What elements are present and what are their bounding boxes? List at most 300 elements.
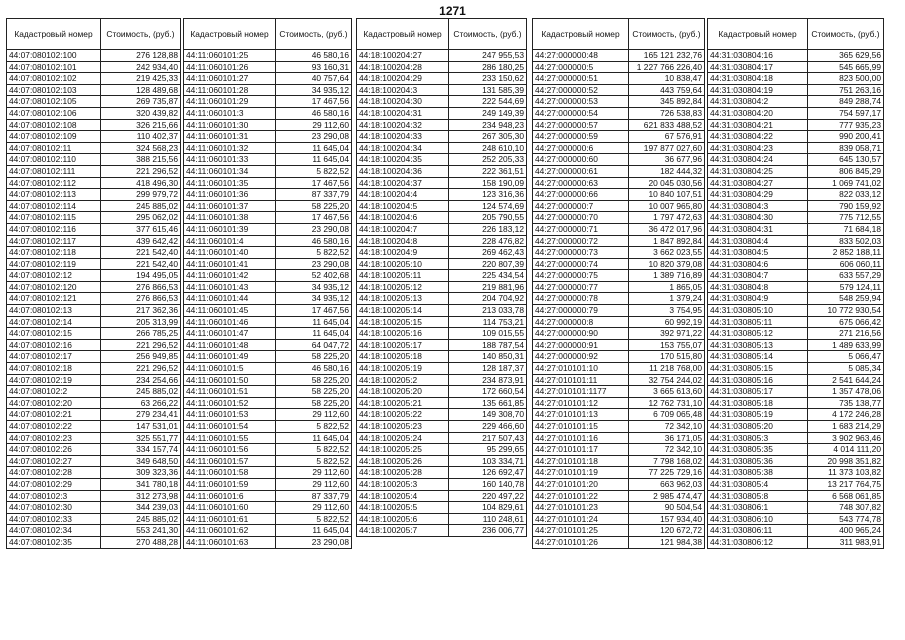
cadastral-number: 44:07:080102:3: [7, 490, 101, 502]
table-row: [533, 131, 705, 143]
cost-value: 365 629,56: [808, 50, 884, 62]
cadastral-number: 44:07:080102:35: [7, 536, 101, 548]
cost-value: 58 225,20: [276, 397, 352, 409]
cadastral-number: 44:31:030805:11: [708, 316, 808, 328]
cadastral-number: 44:11:060101:33: [184, 154, 276, 166]
table-row: [7, 328, 181, 340]
table-row: [357, 96, 527, 108]
cadastral-number: 44:31:030805:35: [708, 444, 808, 456]
cadastral-number: 44:27:000000:61: [533, 165, 629, 177]
cost-value: 170 515,80: [629, 351, 705, 363]
table-row: [708, 386, 884, 398]
cost-value: 58 225,20: [276, 351, 352, 363]
cost-value: 17 467,56: [276, 177, 352, 189]
cadastral-number: 44:31:030804:20: [708, 107, 808, 119]
cadastral-number: 44:11:060101:62: [184, 525, 276, 537]
header-cost: Стоимость, (руб.): [276, 19, 352, 50]
cadastral-number: 44:07:080102:33: [7, 513, 101, 525]
table-row: [184, 119, 352, 131]
cadastral-number: 44:18:100204:32: [357, 119, 449, 131]
cadastral-number: 44:18:100205:25: [357, 444, 449, 456]
cost-value: 93 160,31: [276, 61, 352, 73]
cost-value: 3 665 613,60: [629, 386, 705, 398]
cost-value: 11 645,04: [276, 432, 352, 444]
cadastral-number: 44:18:100205:21: [357, 397, 449, 409]
table-row: [184, 374, 352, 386]
cost-value: 46 580,16: [276, 235, 352, 247]
table-row: [357, 316, 527, 328]
cadastral-number: 44:27:010101:25: [533, 525, 629, 537]
cadastral-number: 44:27:010101:15: [533, 421, 629, 433]
header-cost: Стоимость, (руб.): [449, 19, 527, 50]
table-row: [184, 536, 352, 548]
table-row: [533, 513, 705, 525]
table-row: [357, 513, 527, 525]
cadastral-number: 44:31:030805:10: [708, 305, 808, 317]
cadastral-number: 44:11:060101:47: [184, 328, 276, 340]
cadastral-number: 44:07:080102:20: [7, 397, 101, 409]
cadastral-number: 44:11:060101:58: [184, 467, 276, 479]
cost-value: 34 935,12: [276, 281, 352, 293]
table-row: [184, 432, 352, 444]
table-row: [7, 84, 181, 96]
header-cadastral-number: Кадастровый номер: [708, 19, 808, 50]
cost-value: 5 822,52: [276, 165, 352, 177]
table-row: [7, 281, 181, 293]
cadastral-number: 44:07:080102:105: [7, 96, 101, 108]
cadastral-number: 44:18:100204:37: [357, 177, 449, 189]
cadastral-number: 44:18:100204:4: [357, 189, 449, 201]
cost-value: 324 568,23: [101, 142, 181, 154]
table-row: [533, 50, 705, 62]
cost-value: 2 852 188,11: [808, 247, 884, 259]
cost-value: 248 610,10: [449, 142, 527, 154]
table-row: [708, 363, 884, 375]
cost-value: 325 551,77: [101, 432, 181, 444]
table-row: [533, 374, 705, 386]
cost-value: 276 866,53: [101, 293, 181, 305]
cadastral-number: 44:11:060101:45: [184, 305, 276, 317]
table-row: [533, 490, 705, 502]
table-row: [184, 189, 352, 201]
cost-value: 1 389 716,89: [629, 270, 705, 282]
table-row: [184, 339, 352, 351]
cadastral-number: 44:18:100204:30: [357, 96, 449, 108]
cadastral-number: 44:07:080102:119: [7, 258, 101, 270]
cost-value: 46 580,16: [276, 50, 352, 62]
header-cadastral-number: Кадастровый номер: [357, 19, 449, 50]
cost-value: 29 112,60: [276, 467, 352, 479]
table-row: [357, 432, 527, 444]
table-row: [7, 409, 181, 421]
cadastral-number: 44:07:080102:121: [7, 293, 101, 305]
table-row: [357, 50, 527, 62]
cadastral-number: 44:07:080102:21: [7, 409, 101, 421]
cadastral-number: 44:31:030805:38: [708, 467, 808, 479]
table-row: [7, 432, 181, 444]
cadastral-number: 44:11:060101:50: [184, 374, 276, 386]
cost-value: 149 308,70: [449, 409, 527, 421]
cost-value: 11 645,04: [276, 525, 352, 537]
cost-value: 790 159,92: [808, 200, 884, 212]
cost-value: 249 149,39: [449, 107, 527, 119]
cadastral-number: 44:31:030804:6: [708, 258, 808, 270]
table-row: [7, 177, 181, 189]
cost-value: 234 254,66: [101, 374, 181, 386]
table-row: [708, 374, 884, 386]
cadastral-table-2: [183, 18, 352, 549]
cost-value: 388 215,56: [101, 154, 181, 166]
table-row: [533, 235, 705, 247]
table-row: [357, 131, 527, 143]
cadastral-number: 44:11:060101:28: [184, 84, 276, 96]
cadastral-number: 44:31:030804:3: [708, 200, 808, 212]
cost-value: 645 130,57: [808, 154, 884, 166]
cadastral-number: 44:31:030805:14: [708, 351, 808, 363]
cost-value: 345 892,84: [629, 96, 705, 108]
table-row: [7, 397, 181, 409]
cadastral-number: 44:07:080102:14: [7, 316, 101, 328]
cost-value: 121 984,38: [629, 536, 705, 548]
cost-value: 822 033,12: [808, 189, 884, 201]
cadastral-number: 44:27:000000:79: [533, 305, 629, 317]
table-row: [184, 73, 352, 85]
cost-value: 128 187,37: [449, 363, 527, 375]
table-row: [533, 409, 705, 421]
cost-value: 197 877 027,60: [629, 142, 705, 154]
table-row: [708, 84, 884, 96]
cadastral-number: 44:07:080102:19: [7, 374, 101, 386]
cadastral-number: 44:27:000000:52: [533, 84, 629, 96]
cadastral-number: 44:18:100205:2: [357, 374, 449, 386]
table-row: [184, 50, 352, 62]
cost-value: 226 183,12: [449, 223, 527, 235]
cadastral-number: 44:31:030804:31: [708, 223, 808, 235]
table-row: [708, 96, 884, 108]
cadastral-number: 44:27:010101:13: [533, 409, 629, 421]
cost-value: 10 820 379,08: [629, 258, 705, 270]
table-row: [7, 50, 181, 62]
table-row: [7, 270, 181, 282]
cost-value: 103 334,71: [449, 455, 527, 467]
table-row: [708, 189, 884, 201]
cost-value: 10 840 107,51: [629, 189, 705, 201]
cadastral-number: 44:11:060101:61: [184, 513, 276, 525]
table-row: [533, 281, 705, 293]
cadastral-number: 44:11:060101:56: [184, 444, 276, 456]
cadastral-number: 44:18:100205:10: [357, 258, 449, 270]
table-row: [708, 131, 884, 143]
cadastral-number: 44:07:080102:2: [7, 386, 101, 398]
table-row: [184, 363, 352, 375]
table-row: [357, 455, 527, 467]
cost-value: 1 489 633,99: [808, 339, 884, 351]
cost-value: 276 128,88: [101, 50, 181, 62]
table-row: [708, 328, 884, 340]
cost-value: 833 502,03: [808, 235, 884, 247]
cost-value: 217 507,43: [449, 432, 527, 444]
table-row: [708, 200, 884, 212]
table-row: [184, 131, 352, 143]
cost-value: 17 467,56: [276, 305, 352, 317]
cost-value: 754 597,17: [808, 107, 884, 119]
cadastral-number: 44:11:060101:6: [184, 490, 276, 502]
table-row: [533, 200, 705, 212]
cost-value: 219 881,96: [449, 281, 527, 293]
cost-value: 147 531,01: [101, 421, 181, 433]
table-row: [708, 409, 884, 421]
table-row: [357, 235, 527, 247]
cost-value: 3 754,95: [629, 305, 705, 317]
table-row: [7, 223, 181, 235]
cadastral-number: 44:11:060101:41: [184, 258, 276, 270]
cost-value: 140 850,31: [449, 351, 527, 363]
cost-value: 267 305,30: [449, 131, 527, 143]
table-row: [357, 421, 527, 433]
table-row: [533, 61, 705, 73]
cadastral-number: 44:27:000000:71: [533, 223, 629, 235]
cadastral-table-5: [707, 18, 884, 549]
cadastral-number: 44:18:100204:7: [357, 223, 449, 235]
cost-value: 58 225,20: [276, 374, 352, 386]
table-row: [708, 61, 884, 73]
cadastral-number: 44:31:030804:4: [708, 235, 808, 247]
cost-value: 36 472 017,96: [629, 223, 705, 235]
cadastral-number: 44:18:100205:11: [357, 270, 449, 282]
table-row: [184, 235, 352, 247]
cost-value: 17 467,56: [276, 212, 352, 224]
cost-value: 990 200,41: [808, 131, 884, 143]
cost-value: 341 780,18: [101, 478, 181, 490]
header-cost: Стоимость, (руб.): [101, 19, 181, 50]
table-row: [184, 513, 352, 525]
cost-value: 12 762 731,10: [629, 397, 705, 409]
cadastral-number: 44:11:060101:53: [184, 409, 276, 421]
cadastral-number: 44:18:100205:6: [357, 513, 449, 525]
table-row: [708, 478, 884, 490]
table-row: [533, 455, 705, 467]
table-row: [533, 421, 705, 433]
cadastral-number: 44:27:000000:6: [533, 142, 629, 154]
cost-value: 205 790,55: [449, 212, 527, 224]
cadastral-number: 44:27:000000:5: [533, 61, 629, 73]
cadastral-number: 44:18:100205:19: [357, 363, 449, 375]
table-row: [7, 305, 181, 317]
table-row: [7, 293, 181, 305]
table-row: [357, 305, 527, 317]
cadastral-number: 44:18:100205:14: [357, 305, 449, 317]
cadastral-number: 44:07:080102:103: [7, 84, 101, 96]
table-row: [533, 270, 705, 282]
cost-value: 67 576,91: [629, 131, 705, 143]
header-cost: Стоимость, (руб.): [629, 19, 705, 50]
table-row: [184, 247, 352, 259]
table-row: [357, 374, 527, 386]
cadastral-number: 44:18:100204:9: [357, 247, 449, 259]
cadastral-number: 44:18:100205:28: [357, 467, 449, 479]
cadastral-number: 44:18:100205:3: [357, 478, 449, 490]
cadastral-number: 44:11:060101:4: [184, 235, 276, 247]
cost-value: 220 497,22: [449, 490, 527, 502]
cadastral-number: 44:31:030805:19: [708, 409, 808, 421]
table-row: [184, 421, 352, 433]
cadastral-number: 44:31:030804:17: [708, 61, 808, 73]
table-header-row: [357, 19, 527, 50]
table-row: [533, 142, 705, 154]
cadastral-number: 44:07:080102:111: [7, 165, 101, 177]
cost-value: 165 121 232,76: [629, 50, 705, 62]
table-row: [184, 316, 352, 328]
table-row: [184, 177, 352, 189]
cadastral-number: 44:31:030804:9: [708, 293, 808, 305]
cost-value: 377 615,46: [101, 223, 181, 235]
cadastral-number: 44:31:030804:27: [708, 177, 808, 189]
table-row: [184, 386, 352, 398]
table-row: [533, 258, 705, 270]
cadastral-number: 44:27:000000:63: [533, 177, 629, 189]
cost-value: 252 205,33: [449, 154, 527, 166]
cadastral-number: 44:11:060101:25: [184, 50, 276, 62]
cadastral-number: 44:27:000000:53: [533, 96, 629, 108]
cadastral-number: 44:27:000000:57: [533, 119, 629, 131]
cost-value: 104 829,61: [449, 502, 527, 514]
cost-value: 29 112,60: [276, 119, 352, 131]
cadastral-number: 44:27:010101:12: [533, 397, 629, 409]
cost-value: 553 241,30: [101, 525, 181, 537]
table-row: [533, 73, 705, 85]
cost-value: 233 150,62: [449, 73, 527, 85]
cadastral-number: 44:27:000000:54: [533, 107, 629, 119]
cadastral-number: 44:07:080102:15: [7, 328, 101, 340]
cadastral-number: 44:18:100205:5: [357, 502, 449, 514]
cadastral-number: 44:18:100205:18: [357, 351, 449, 363]
cost-value: 72 342,10: [629, 444, 705, 456]
table-row: [357, 339, 527, 351]
table-row: [184, 328, 352, 340]
cost-value: 1 227 766 226,40: [629, 61, 705, 73]
table-row: [7, 235, 181, 247]
cost-value: 160 140,78: [449, 478, 527, 490]
cost-value: 64 047,72: [276, 339, 352, 351]
cadastral-number: 44:07:080102:30: [7, 502, 101, 514]
cadastral-number: 44:31:030804:18: [708, 73, 808, 85]
cadastral-number: 44:07:080102:23: [7, 432, 101, 444]
cost-value: 221 296,52: [101, 363, 181, 375]
table-row: [184, 96, 352, 108]
table-row: [7, 525, 181, 537]
cost-value: 40 757,64: [276, 73, 352, 85]
table-row: [708, 223, 884, 235]
table-row: [708, 513, 884, 525]
cadastral-number: 44:11:060101:26: [184, 61, 276, 73]
table-row: [357, 223, 527, 235]
table-row: [357, 397, 527, 409]
cost-value: 36 677,96: [629, 154, 705, 166]
header-cadastral-number: Кадастровый номер: [533, 19, 629, 50]
cadastral-number: 44:27:010101:11: [533, 374, 629, 386]
cadastral-number: 44:11:060101:40: [184, 247, 276, 259]
cost-value: 221 296,52: [101, 339, 181, 351]
table-row: [708, 467, 884, 479]
cost-value: 439 642,42: [101, 235, 181, 247]
table-row: [7, 513, 181, 525]
cadastral-number: 44:11:060101:44: [184, 293, 276, 305]
table-row: [184, 397, 352, 409]
table-row: [708, 73, 884, 85]
cost-value: 823 500,00: [808, 73, 884, 85]
cost-value: 17 467,56: [276, 96, 352, 108]
cadastral-number: 44:18:100205:20: [357, 386, 449, 398]
table-row: [7, 490, 181, 502]
cost-value: 245 885,02: [101, 200, 181, 212]
cost-value: 334 157,74: [101, 444, 181, 456]
cadastral-number: 44:27:000000:74: [533, 258, 629, 270]
cost-value: 270 488,28: [101, 536, 181, 548]
cadastral-number: 44:27:000000:8: [533, 316, 629, 328]
cost-value: 124 574,69: [449, 200, 527, 212]
cadastral-number: 44:07:080102:34: [7, 525, 101, 537]
cadastral-number: 44:07:080102:118: [7, 247, 101, 259]
cost-value: 5 822,52: [276, 444, 352, 456]
table-row: [533, 467, 705, 479]
cadastral-number: 44:07:080102:16: [7, 339, 101, 351]
table-row: [357, 154, 527, 166]
table-row: [708, 270, 884, 282]
cost-value: 34 935,12: [276, 293, 352, 305]
cost-value: 110 402,37: [101, 131, 181, 143]
cadastral-number: 44:18:100204:34: [357, 142, 449, 154]
cadastral-number: 44:11:060101:35: [184, 177, 276, 189]
table-row: [7, 73, 181, 85]
cadastral-number: 44:27:010101:1177: [533, 386, 629, 398]
cost-value: 269 735,87: [101, 96, 181, 108]
table-row: [7, 478, 181, 490]
table-row: [357, 351, 527, 363]
cost-value: 5 822,52: [276, 455, 352, 467]
cadastral-number: 44:11:060101:37: [184, 200, 276, 212]
cost-value: 10 838,47: [629, 73, 705, 85]
cost-value: 675 066,42: [808, 316, 884, 328]
cadastral-number: 44:07:080102:17: [7, 351, 101, 363]
table-row: [7, 339, 181, 351]
cadastral-number: 44:18:100205:12: [357, 281, 449, 293]
cost-value: 633 557,29: [808, 270, 884, 282]
cadastral-table-4: [532, 18, 705, 549]
table-row: [708, 119, 884, 131]
cost-value: 295 062,02: [101, 212, 181, 224]
table-row: [7, 363, 181, 375]
cost-value: 726 538,83: [629, 107, 705, 119]
table-row: [708, 235, 884, 247]
table-row: [7, 165, 181, 177]
cost-value: 3 662 023,55: [629, 247, 705, 259]
table-row: [7, 107, 181, 119]
cadastral-number: 44:31:030804:24: [708, 154, 808, 166]
table-row: [184, 270, 352, 282]
cost-value: 87 337,79: [276, 189, 352, 201]
cadastral-number: 44:18:100204:27: [357, 50, 449, 62]
table-row: [533, 536, 705, 548]
cost-value: 271 216,56: [808, 328, 884, 340]
cost-value: 135 661,85: [449, 397, 527, 409]
cadastral-number: 44:11:060101:38: [184, 212, 276, 224]
cost-value: 1 357 478,06: [808, 386, 884, 398]
cadastral-number: 44:27:000000:60: [533, 154, 629, 166]
cadastral-number: 44:31:030805:15: [708, 363, 808, 375]
table-row: [184, 293, 352, 305]
cadastral-number: 44:11:060101:29: [184, 96, 276, 108]
cost-value: 225 434,54: [449, 270, 527, 282]
